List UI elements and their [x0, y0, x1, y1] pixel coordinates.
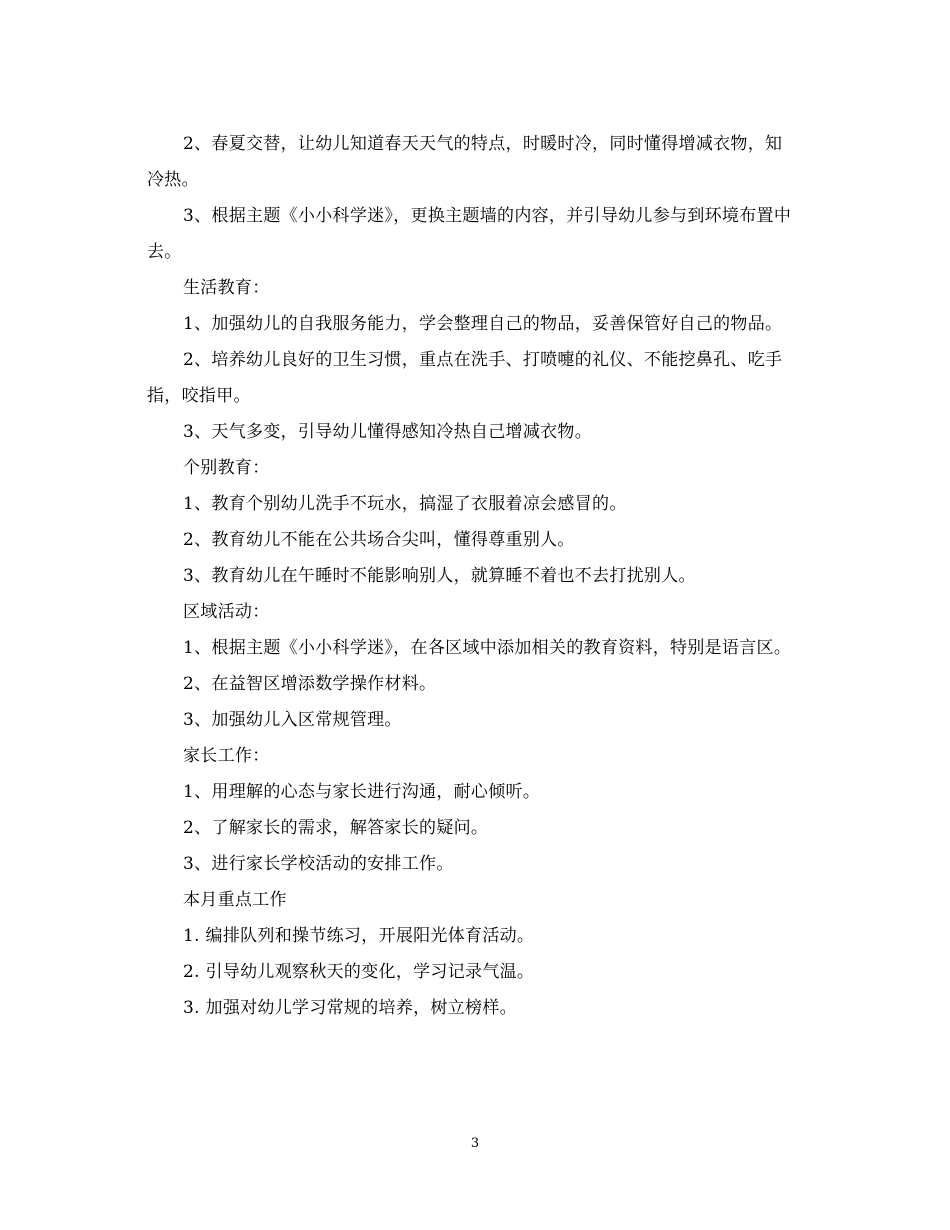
paragraph: 2、了解家长的需求，解答家长的疑问。 — [183, 818, 489, 838]
section-heading-monthly-focus: 本月重点工作 — [183, 890, 287, 910]
section-heading-area-activities: 区域活动： — [183, 602, 270, 622]
paragraph: 1、加强幼儿的自我服务能力，学会整理自己的物品，妥善保管好自己的物品。 — [183, 314, 783, 334]
paragraph: 1、教育个别幼儿洗手不玩水，搞湿了衣服着凉会感冒的。 — [183, 494, 627, 514]
section-heading-individual-education: 个别教育： — [183, 458, 270, 478]
paragraph: 2、培养幼儿良好的卫生习惯，重点在洗手、打喷嚏的礼仪、不能挖鼻孔、吃手指，咬指甲。 — [147, 350, 783, 406]
paragraph: 3、教育幼儿在午睡时不能影响别人，就算睡不着也不去打扰别人。 — [183, 566, 696, 586]
paragraph: 1、根据主题《小小科学迷》，在各区域中添加相关的教育资料，特别是语言区。 — [183, 638, 792, 658]
numbered-item: 1. 编排队列和操节练习，开展阳光体育活动。 — [183, 926, 535, 946]
paragraph: 3、根据主题《小小科学迷》，更换主题墙的内容，并引导幼儿参与到环境布置中去。 — [147, 206, 792, 262]
paragraph: 2、春夏交替，让幼儿知道春天天气的特点，时暖时冷，同时懂得增减衣物，知冷热。 — [147, 134, 783, 190]
page-number: 3 — [470, 1136, 480, 1151]
paragraph: 2、教育幼儿不能在公共场合尖叫，懂得尊重别人。 — [183, 530, 575, 550]
document-body — [147, 126, 797, 1026]
numbered-item: 2. 引导幼儿观察秋天的变化，学习记录气温。 — [183, 962, 535, 982]
paragraph: 3、天气多变，引导幼儿懂得感知冷热自己增减衣物。 — [183, 422, 593, 442]
paragraph: 2、在益智区增添数学操作材料。 — [183, 674, 437, 694]
paragraph: 3、加强幼儿入区常规管理。 — [183, 710, 402, 730]
paragraph: 1、用理解的心态与家长进行沟通，耐心倾听。 — [183, 782, 541, 802]
numbered-item: 3. 加强对幼儿学习常规的培养，树立榜样。 — [183, 998, 517, 1018]
paragraph: 3、进行家长学校活动的安排工作。 — [183, 854, 454, 874]
section-heading-life-education: 生活教育： — [183, 278, 270, 298]
section-heading-parent-work: 家长工作： — [183, 746, 270, 766]
